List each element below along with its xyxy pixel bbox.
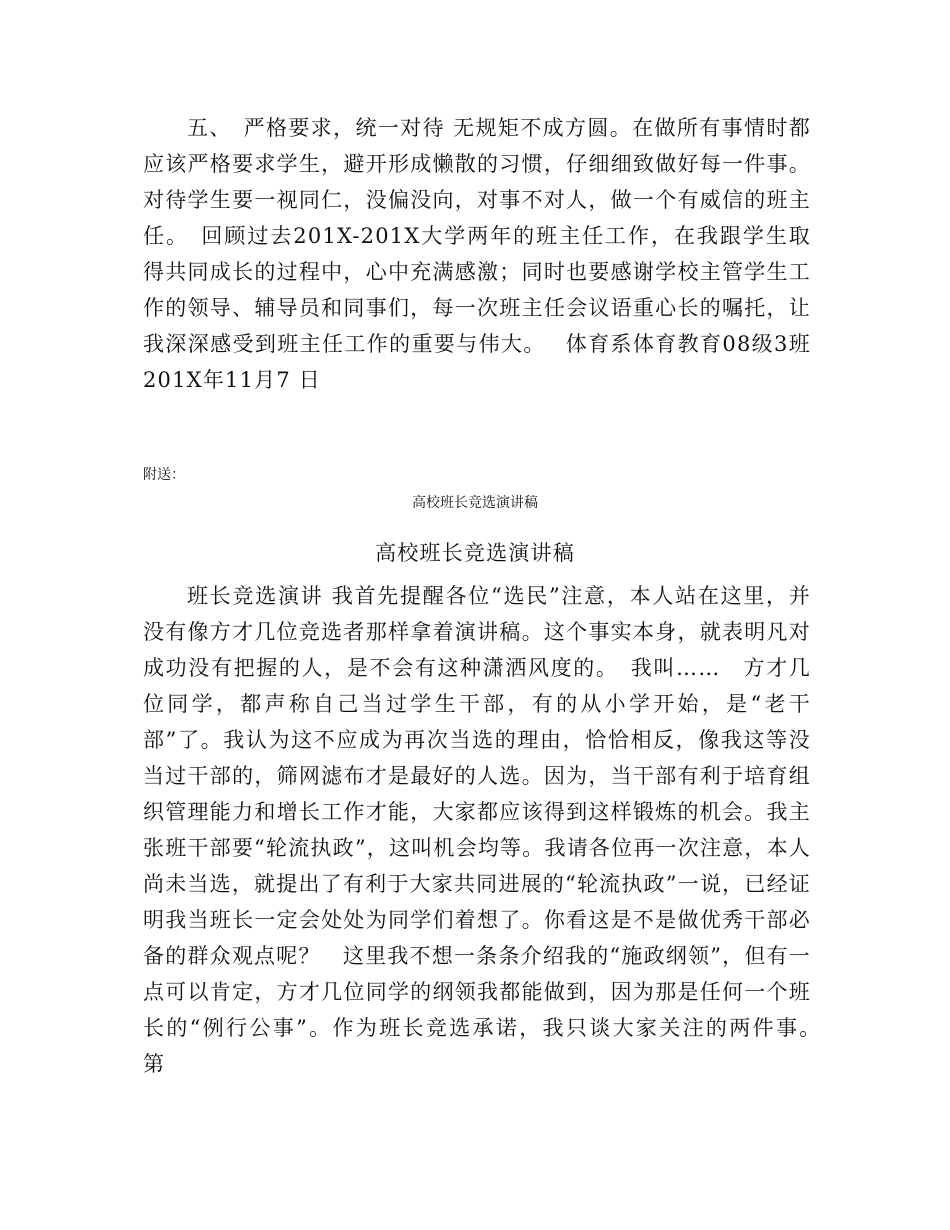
attachment-label: 附送： xyxy=(143,467,185,483)
closing-paragraph: 五、 严格要求，统一对待 无规矩不成方圆。在做所有事情时都应该严格要求学生，避开形成懒散的习惯，仔细细致做好每一件事。对待学生要一视同仁，没偏没向，对事不对人，做一个有威信的班主任。 回顾过去201X-201X大学两年的班主任工作，在我跟学生取得共同成长的过程中，心中充满感激；同时也要感谢学校主管学生工作的领导、辅导员和同事们，每一次班主任会议语重心长的嘱托，让我深深感受到班主任工作的重要与伟大。 体育系体育教育08级3班 201X年11月7 日 xyxy=(143,116,811,392)
attachment-title-small: 高校班长竞选演讲稿 xyxy=(412,495,538,511)
speech-paragraph: 班长竞选演讲 我首先提醒各位“选民”注意，本人站在这里，并没有像方才几位竞选者那样拿着演讲稿。这个事实本身，就表明凡对成功没有把握的人，是不会有这种潇洒风度的。 我叫…… 方才几位同学，都声称自己当过学生干部，有的从小学开始，是“老干部”了。我认为这不应成为再次当选的理由，恰恰相反，像我这等没当过干部的，筛网滤布才是最好的人选。因为，当干部有利于培育组织管理能力和增长工作才能，大家都应该得到这样锻炼的机会。我主张班干部要“轮流执政”，这叫机会均等。我请各位再一次注意，本人尚未当选，就提出了有利于大家共同进展的“轮流执政”一说，已经证明我当班长一定会处处为同学们着想了。你看这是不是做优秀干部必备的群众观点呢？ 这里我不想一条条介绍我的“施政纲领”，但有一点可以肯定，方才几位同学的纲领我都能做到，因为那是任何一个班长的“例行公事”。作为班长竞选承诺，我只谈大家关注的两件事。 第 xyxy=(143,584,834,1076)
speech-title: 高校班长竞选演讲稿 xyxy=(375,541,575,565)
